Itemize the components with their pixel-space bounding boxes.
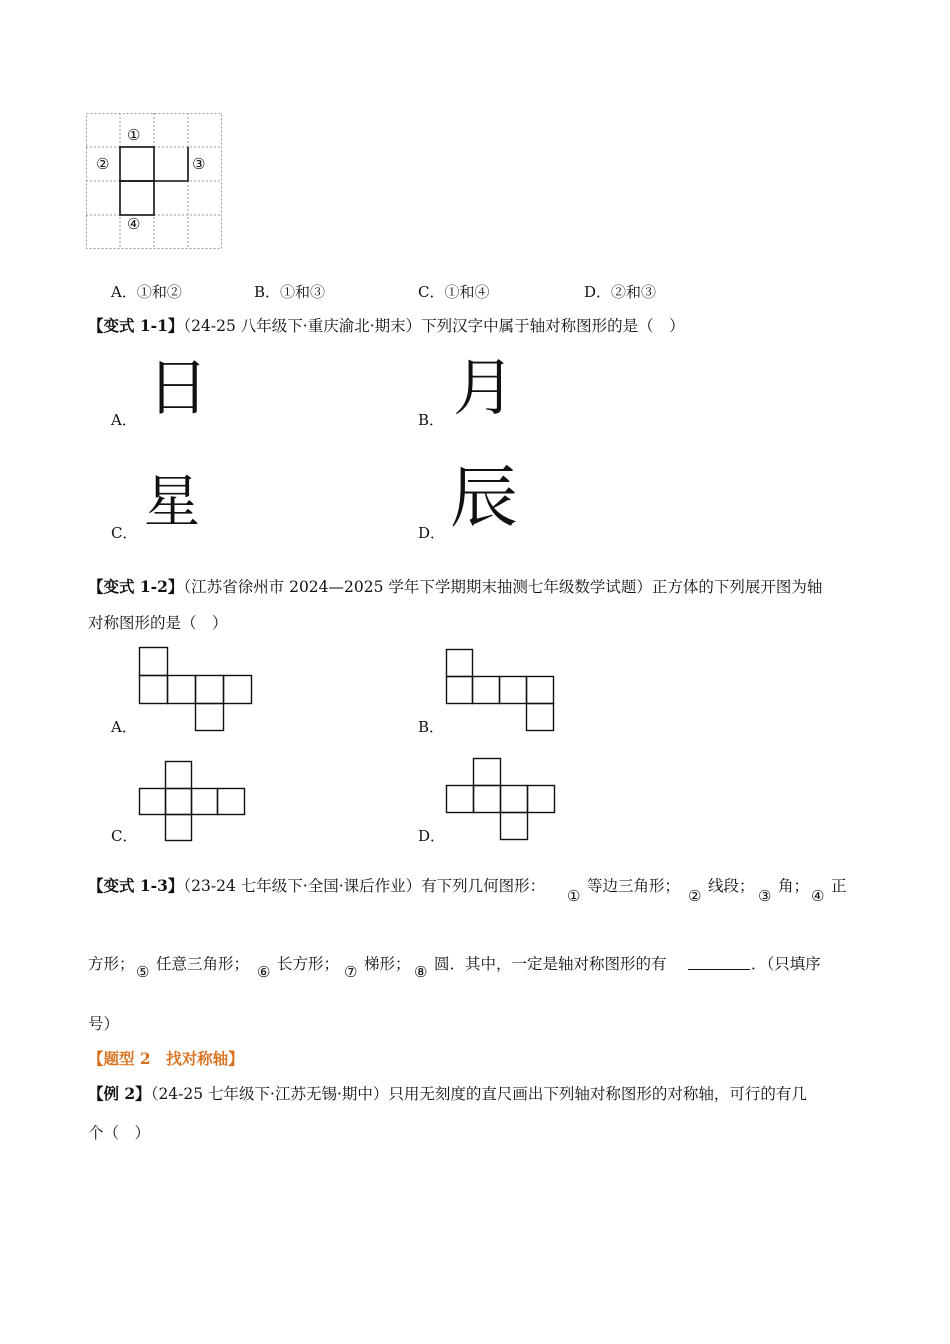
v11-option-c-letter: C． <box>111 524 138 542</box>
ex2-line1 <box>88 1083 807 1105</box>
v11-tag: 【变式 1-1】 <box>88 316 184 335</box>
v12-option-c-letter: C． <box>111 827 138 845</box>
v12-net-d[interactable] <box>446 758 560 842</box>
v13-line2-suffix: ．（只填序 <box>751 955 821 973</box>
v13-num-1: ① <box>567 887 581 905</box>
v11-option-c-char[interactable]: 星 <box>144 470 200 535</box>
grid-label-2: ② <box>96 155 110 173</box>
v12-net-c[interactable] <box>139 761 249 845</box>
v13-line1 <box>88 875 545 897</box>
option-letter: A． <box>111 283 137 301</box>
option-text: ①和② <box>136 283 182 301</box>
v11-option-d-char[interactable]: 辰 <box>450 459 519 538</box>
v13-item-3: 角； <box>778 877 810 895</box>
v13-item-2: 线段； <box>708 877 755 895</box>
v11-option-b-char[interactable]: 月 <box>453 351 516 424</box>
v13-num-2: ② <box>688 887 702 905</box>
v12-net-b[interactable] <box>446 649 560 733</box>
v11-option-a-letter: A． <box>111 411 137 429</box>
q0-option-b[interactable] <box>254 281 325 303</box>
v12-net-a[interactable] <box>139 647 253 731</box>
v12-text-1: （江苏省徐州市 2024—2025 学年下学期期末抽测七年级数学试题）正方体的下列展开图为轴 <box>183 578 823 596</box>
v13-item-1: 等边三角形； <box>587 877 681 895</box>
v13-item-4: 正 <box>831 877 847 895</box>
ex2-line2: 个（ ） <box>88 1124 151 1142</box>
q0-option-c[interactable] <box>418 281 490 303</box>
option-letter: D． <box>584 283 612 301</box>
v11-option-b-letter: B． <box>418 411 445 429</box>
v13-tag: 【变式 1-3】 <box>88 876 184 895</box>
v13-num-4: ④ <box>811 887 825 905</box>
v13-answer-blank[interactable] <box>688 955 750 970</box>
v13-num-3: ③ <box>758 887 772 905</box>
grid-label-4: ④ <box>127 215 141 233</box>
v12-question-line1 <box>88 576 822 598</box>
section-2-heading: 【题型 2 找对称轴】 <box>88 1049 244 1068</box>
v13-item-8: 圆．其中，一定是轴对称图形的有 <box>434 955 667 973</box>
v13-line3: 号） <box>88 1015 120 1033</box>
v12-option-a-letter: A． <box>111 718 137 736</box>
v13-num-8: ⑧ <box>414 963 428 981</box>
option-letter: C． <box>418 283 445 301</box>
v13-intro: 有下列几何图形： <box>421 877 546 895</box>
v11-source: （24-25 八年级下·重庆渝北·期末） <box>183 317 422 335</box>
option-text: ①和④ <box>444 283 490 301</box>
option-letter: B． <box>254 283 281 301</box>
v13-num-5: ⑤ <box>136 963 150 981</box>
v13-item-6: 长方形； <box>277 955 340 973</box>
v13-source: （23-24 七年级下·全国·课后作业） <box>183 877 422 895</box>
v11-question <box>88 315 685 337</box>
v13-item-5: 任意三角形； <box>156 955 250 973</box>
option-text: ①和③ <box>280 283 326 301</box>
v12-tag: 【变式 1-2】 <box>88 577 184 596</box>
grid-label-3: ③ <box>192 155 206 173</box>
q0-option-d[interactable] <box>584 281 656 303</box>
v11-option-a-char[interactable]: 日 <box>147 351 210 424</box>
v12-option-d-letter: D． <box>418 827 446 845</box>
v13-line2-prefix: 方形； <box>88 955 135 973</box>
grid-label-1: ① <box>127 126 141 144</box>
q0-option-a[interactable] <box>111 281 182 303</box>
v13-item-7: 梯形； <box>364 955 411 973</box>
v11-option-d-letter: D． <box>418 524 446 542</box>
v13-num-6: ⑥ <box>257 963 271 981</box>
grid-figure <box>86 113 226 253</box>
ex2-text-1: （24-25 七年级下·江苏无锡·期中）只用无刻度的直尺画出下列轴对称图形的对称轴，可行的有几 <box>150 1085 807 1103</box>
ex2-tag: 【例 2】 <box>88 1084 151 1103</box>
v13-num-7: ⑦ <box>344 963 358 981</box>
v12-option-b-letter: B． <box>418 718 445 736</box>
v11-text: 下列汉字中属于轴对称图形的是（ ） <box>421 317 685 335</box>
v12-question-line2: 对称图形的是（ ） <box>88 614 228 632</box>
option-text: ②和③ <box>611 283 657 301</box>
